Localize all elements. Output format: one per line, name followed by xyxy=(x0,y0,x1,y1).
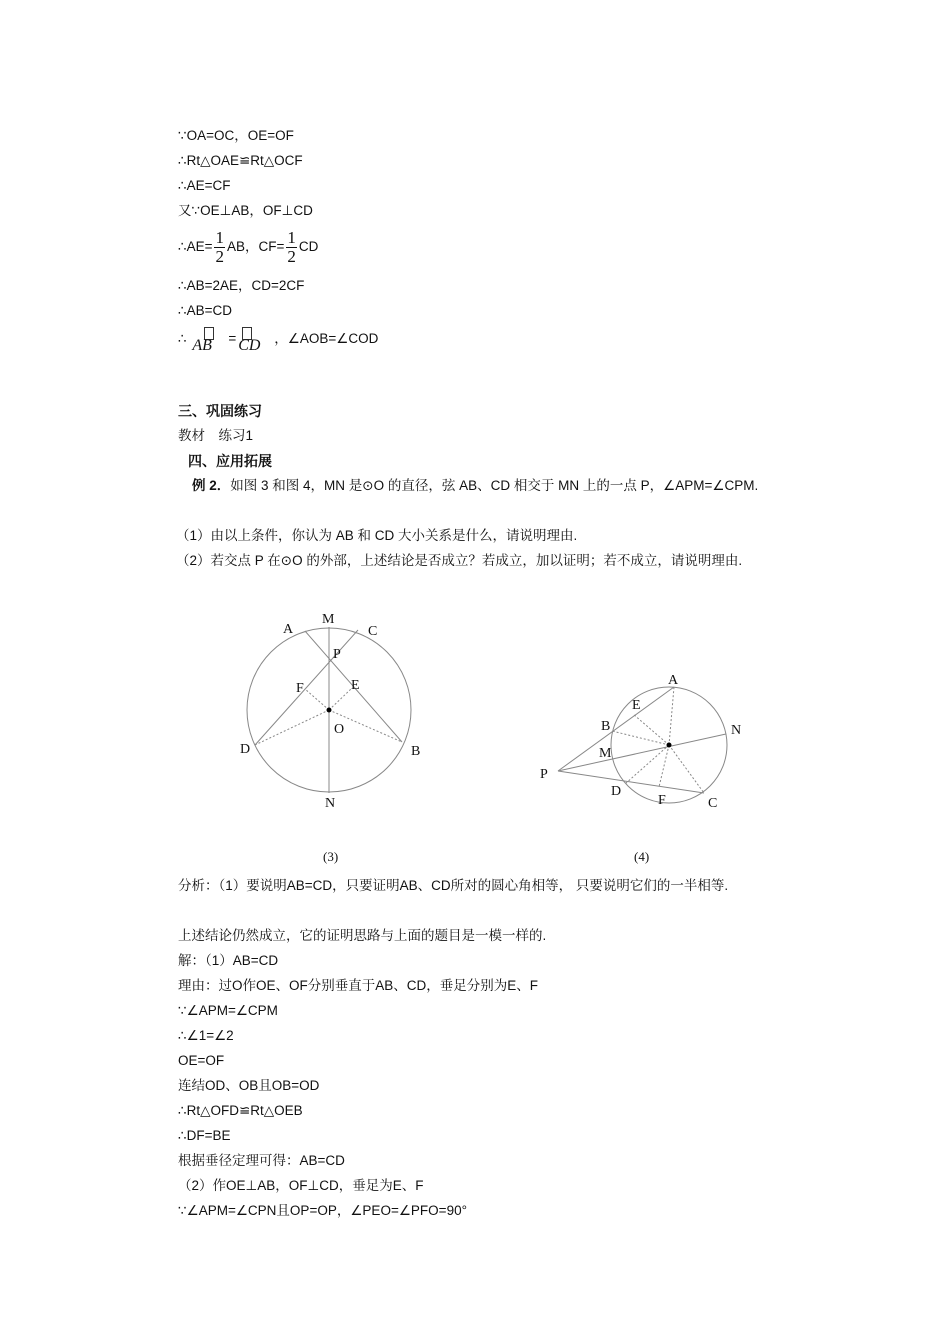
example-body: 如图 3 和图 4，MN 是⊙O 的直径，弦 AB、CD 相交于 MN 上的一点 P，∠APM=∠CPM. xyxy=(230,478,759,493)
question-2: （2）若交点 P 在⊙O 的外部，上述结论是否成立？若成立，加以证明；若不成立，请说明理由. xyxy=(176,553,743,568)
label-f: F xyxy=(658,793,666,808)
center-point xyxy=(327,708,332,713)
solution-line: ∴Rt△OFD≌Rt△OEB xyxy=(178,1103,303,1118)
analysis-2: 上述结论仍然成立，它的证明思路与上面的题目是一模一样的. xyxy=(178,928,547,943)
solution-line: ∴DF=BE xyxy=(178,1128,231,1143)
label-b: B xyxy=(411,744,421,759)
figure-4-caption: (4) xyxy=(634,849,650,864)
solution-line: ∴∠1=∠2 xyxy=(178,1028,234,1043)
label-n: N xyxy=(325,796,336,811)
section-heading: 三、巩固练习 xyxy=(178,403,262,419)
example-text xyxy=(144,473,806,498)
label-c: C xyxy=(708,796,718,811)
label-m: M xyxy=(322,612,335,627)
fraction-numerator: 1 xyxy=(287,227,296,247)
proof-line: ∴AB=CD xyxy=(178,303,232,318)
proof-line-fraction xyxy=(178,228,318,266)
text: ，∠AOB=∠COD xyxy=(274,331,379,346)
solution-line: （2）作OE⊥AB，OF⊥CD，垂足为E、F xyxy=(178,1178,424,1193)
solution-line: 理由：过O作OE、OF分别垂直于AB、CD，垂足分别为E、F xyxy=(178,978,539,993)
equals: = xyxy=(228,331,237,346)
solution-line: ∵∠APM=∠CPM xyxy=(178,1003,278,1018)
solution-line: 连结OD、OB且OB=OD xyxy=(178,1078,320,1093)
arc-label: AB xyxy=(192,337,212,354)
label-d: D xyxy=(240,742,251,757)
label-o: O xyxy=(334,722,345,737)
label-b: B xyxy=(601,719,611,734)
analysis-1: 分析：（1）要说明AB=CD，只要证明AB、CD所对的圆心角相等， 只要说明它们的一半相等. xyxy=(178,878,729,893)
arc-ab xyxy=(190,329,228,354)
text: ∴ xyxy=(178,331,187,346)
text: ∴AE= xyxy=(178,239,213,254)
solution-line: 根据垂径定理可得：AB=CD xyxy=(178,1153,345,1168)
proof-line: ∴Rt△OAE≌Rt△OCF xyxy=(178,153,303,168)
section-heading: 四、应用拓展 xyxy=(188,453,272,469)
label-p: P xyxy=(333,647,341,662)
fraction-denominator: 2 xyxy=(287,246,296,266)
proof-line-arcs xyxy=(178,329,379,354)
figure-3-caption: (3) xyxy=(323,849,339,864)
solution-line: OE=OF xyxy=(178,1053,225,1068)
center-point xyxy=(667,743,672,748)
solution-line: ∵∠APM=∠CPN且OP=OP，∠PEO=∠PFO=90° xyxy=(178,1203,467,1218)
proof-line: ∴AB=2AE，CD=2CF xyxy=(178,278,305,293)
segment-of xyxy=(305,689,329,710)
label-c: C xyxy=(368,624,378,639)
segment-od xyxy=(255,710,329,745)
question-1: （1）由以上条件，你认为 AB 和 CD 大小关系是什么，请说明理由. xyxy=(176,528,578,543)
proof-line: ∵OA=OC，OE=OF xyxy=(178,128,294,143)
label-a: A xyxy=(283,622,294,637)
fraction-denominator: 2 xyxy=(215,246,224,266)
text: CD xyxy=(298,239,319,254)
arc-label: CD xyxy=(238,337,261,354)
proof-line: ∴AE=CF xyxy=(178,178,231,193)
fraction xyxy=(286,229,297,266)
arc-cd xyxy=(236,329,274,354)
fraction xyxy=(214,229,225,266)
solution-line: 解：（1）AB=CD xyxy=(178,953,279,968)
label-f: F xyxy=(296,681,304,696)
label-e: E xyxy=(351,678,360,693)
label-n: N xyxy=(731,723,742,738)
figure-3 xyxy=(230,605,440,815)
label-a: A xyxy=(668,673,679,688)
proof-line: 又∵OE⊥AB，OF⊥CD xyxy=(178,203,313,218)
figure-4 xyxy=(530,665,760,825)
example-label: 例 2． xyxy=(192,478,231,493)
label-d: D xyxy=(611,784,622,799)
section-line: 教材 练习1 xyxy=(178,428,254,443)
segment-oe xyxy=(329,689,351,710)
label-p: P xyxy=(540,767,548,782)
text: AB，CF= xyxy=(226,239,285,254)
fraction-numerator: 1 xyxy=(215,227,224,247)
label-m: M xyxy=(599,746,612,761)
secant-pc xyxy=(558,771,704,793)
label-e: E xyxy=(632,698,641,713)
